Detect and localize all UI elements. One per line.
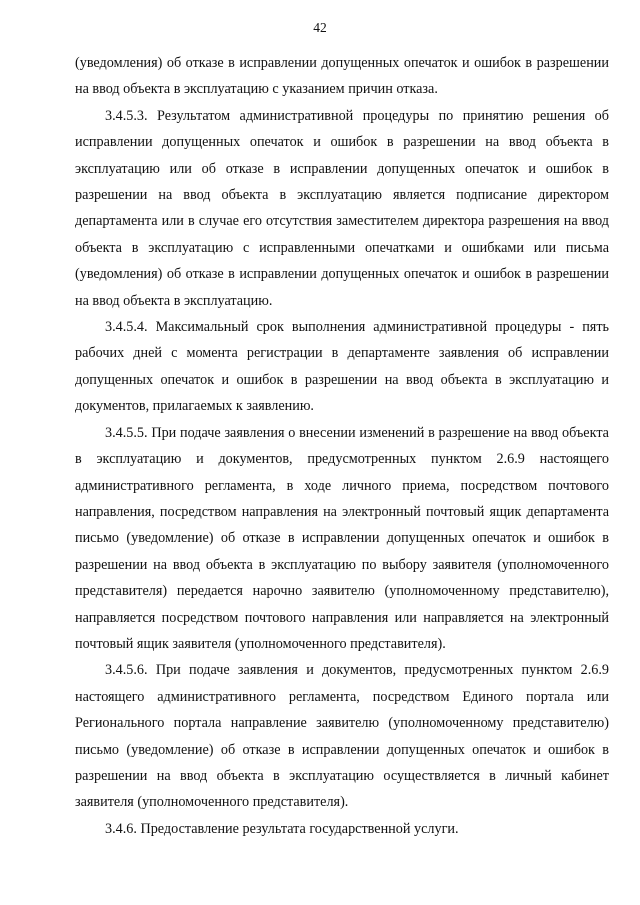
- paragraph-3-4-5-4: 3.4.5.4. Максимальный срок выполнения административной процедуры - пять рабочих дней с момента регистрации в департаменте заявления об исправлении допущенных опечаток и ошибок в разрешении на ввод объекта в эксплуатацию и документов, прилагаемых к заявлению.: [75, 319, 609, 415]
- page-number: 42: [313, 20, 327, 35]
- paragraph-3-4-5-6: 3.4.5.6. При подаче заявления и документов, предусмотренных пунктом 2.6.9 настоящего административного регламента, посредством Единого портала или Регионального портала направление заявителю (уполномоченному представителю) письмо (уведомление) об отказе в исправлении допущенных опечаток и ошибок в разрешении на ввод объекта в эксплуатацию осуществляется в личный кабинет заявителя (уполномоченного представителя).: [75, 662, 609, 811]
- paragraph-3-4-5-3: 3.4.5.3. Результатом административной процедуры по принятию решения об исправлении допущенных опечаток и ошибок в разрешении на ввод объекта в эксплуатацию или об отказе в исправлении допущенных опечаток и ошибок в разрешении на ввод объекта в эксплуатацию является подписание директором департамента или в случае его отсутствия заместителем директора разрешения на ввод объекта в эксплуатацию с исправленными опечатками и ошибками или письма (уведомления) об отказе в исправлении допущенных опечаток и ошибок в разрешении на ввод объекта в эксплуатацию.: [75, 107, 609, 309]
- paragraph-3-4-5-5: 3.4.5.5. При подаче заявления о внесении изменений в разрешение на ввод объекта в эксплуатацию и документов, предусмотренных пунктом 2.6.9 настоящего административного регламента, в ходе личного приема, посредством почтового направления, посредством направления на электронный почтовый ящик департамента письмо (уведомление) об отказе в исправлении допущенных опечаток и ошибок в разрешении на ввод объекта в эксплуатацию по выбору заявителя (уполномоченного представителя) передается нарочно заявителю (уполномоченному представителю), направляется посредством почтового направления или направляется на электронный почтовый ящик заявителя (уполномоченного представителя).: [75, 424, 609, 652]
- document-body: [75, 50, 609, 842]
- paragraph-3-4-6: 3.4.6. Предоставление результата государственной услуги.: [105, 820, 459, 837]
- paragraph-continuation: (уведомления) об отказе в исправлении допущенных опечаток и ошибок в разрешении на ввод объекта в эксплуатацию с указанием причин отказа.: [75, 55, 609, 98]
